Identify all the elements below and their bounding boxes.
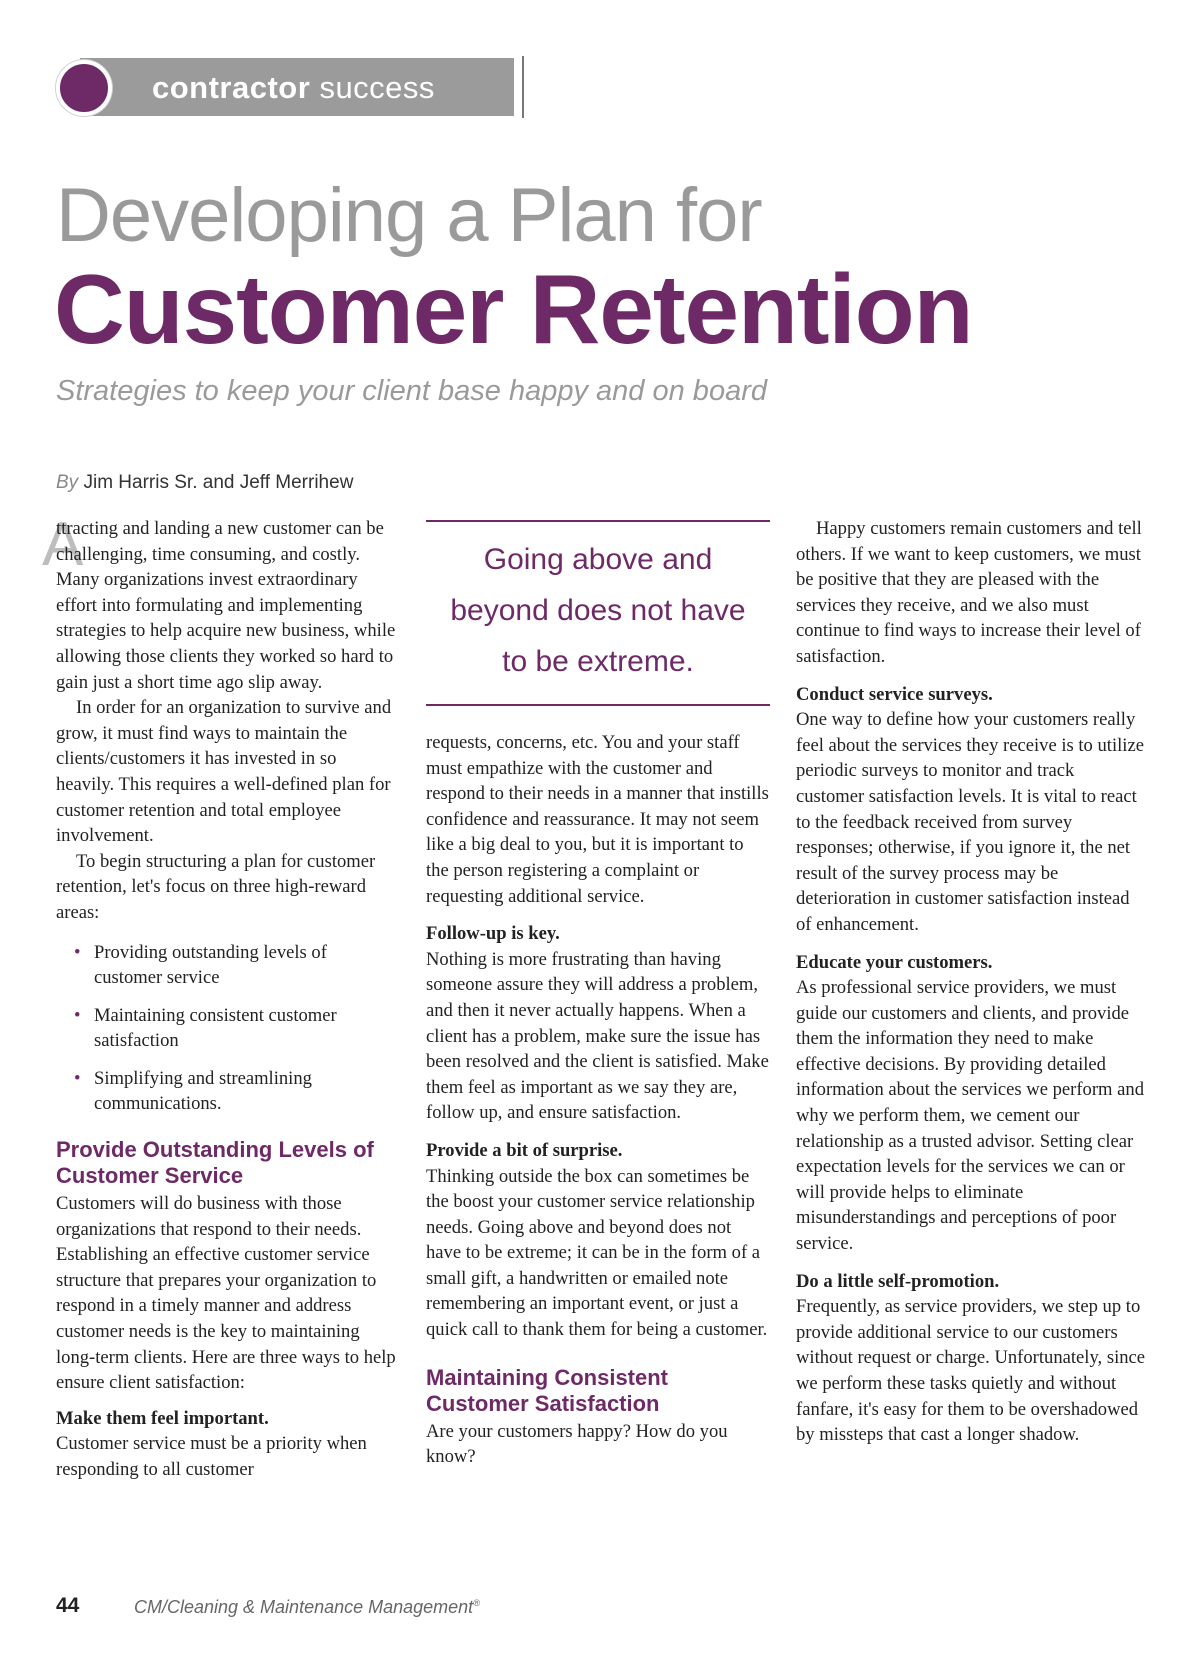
publication-name [134, 1597, 480, 1618]
column-2 [426, 730, 770, 1470]
byline [56, 472, 353, 494]
section-tag-bold: contractor [152, 70, 311, 105]
bullet-list [56, 940, 396, 1118]
section-heading: Maintaining Consistent Customer Satisfaction [426, 1364, 668, 1416]
subheading: Conduct service surveys. [796, 683, 993, 705]
paragraph: In order for an organization to survive and grow, it must find ways to maintain the clients/customers it has invested in so heavily. This requires a well-defined plan for customer retention and total employee involvement. [56, 697, 392, 847]
section-tag-light: success [319, 70, 435, 105]
headline-line1: Developing a Plan for [56, 173, 762, 258]
drop-cap: A [42, 510, 84, 579]
registered-mark: ® [473, 1598, 480, 1608]
list-item: • Providing outstanding levels of customer service [94, 940, 396, 991]
paragraph: One way to define how your customers really feel about the services they receive is to utilize periodic surveys to monitor and track customer satisfaction levels. It is vital to react to the feedback received from survey responses; otherwise, if you ignore it, the net result of the survey process may be deterioration in customer satisfaction instead of enhancement. [796, 709, 1144, 935]
byline-by: By [56, 472, 79, 493]
list-item: • Simplifying and streamlining communications. [94, 1066, 396, 1117]
paragraph: Thinking outside the box can sometimes be the boost your customer service relationship needs. Going above and beyond does not have to be extreme; it can be in the form of a small gift, a handwritten or emailed note remembering an important event, or just a quick call to thank them for being a customer. [426, 1165, 768, 1341]
section-tag [56, 56, 476, 118]
headline-line2: Customer Retention [54, 254, 973, 364]
pull-quote-line: Going above and [483, 543, 713, 576]
subheading: Follow-up is key. [426, 923, 560, 945]
subheading: Do a little self-promotion. [796, 1270, 1000, 1292]
paragraph: requests, concerns, etc. You and your staff must empathize with the customer and respond to their needs in a manner that instills confidence and reassurance. It may not seem like a big deal to you, but it is important to the person registering a complaint or requesting additional service. [426, 732, 769, 907]
pull-quote-line: beyond does not have [450, 594, 746, 627]
list-item: • Maintaining consistent customer satisfaction [94, 1003, 396, 1054]
column-3 [796, 516, 1146, 1448]
column-1 [42, 510, 396, 1483]
subheading: Provide a bit of surprise. [426, 1139, 623, 1161]
subheading: Make them feel important. [56, 1407, 269, 1429]
paragraph: Customer service must be a priority when responding to all customer [56, 1433, 367, 1480]
section-tag-circle [56, 60, 112, 116]
paragraph-text: ttracting and landing a new customer can be challenging, time consuming, and costly. Many organizations invest extraordinary effort into formulating and implementing strategies to help acquire new business, while allowing those clients they worked so hard to gain just a short time ago slip away. [56, 518, 396, 693]
section-heading: Provide Outstanding Levels of Customer Service [56, 1137, 374, 1189]
paragraph: To begin structuring a plan for customer retention, let's focus on three high-reward areas: [56, 850, 376, 923]
paragraph [42, 510, 396, 695]
subhead: Strategies to keep your client base happy and on board [56, 375, 767, 407]
pull-quote-text [426, 522, 770, 687]
paragraph: Happy customers remain customers and tell others. If we want to keep customers, we must be positive that they are pleased with the services they receive, and we also must continue to find ways to increase their level of satisfaction. [796, 518, 1142, 667]
paragraph: As professional service providers, we must guide our customers and clients, and provide them the information they need to make effective decisions. By providing detailed information about the services we perform and why we perform them, we cement our relationship as a trusted advisor. Setting clear expectation levels for the services we can or will provide helps to eliminate misunderstandings and perceptions of poor service. [796, 977, 1144, 1255]
paragraph: Nothing is more frustrating than having someone assure they will address a problem, and then it never actually happens. When a client has a problem, make sure the issue has been resolved and the client is satisfied. Make them feel as important as we say they are, follow up, and ensure satisfaction. [426, 948, 769, 1124]
subheading: Educate your customers. [796, 951, 993, 973]
paragraph: Frequently, as service providers, we step up to provide additional service to our customers without request or charge. Unfortunately, since we perform these tasks quietly and without fanfare, it's easy for them to be overshadowed by missteps that cast a longer shadow. [796, 1296, 1146, 1446]
paragraph: Are your customers happy? How do you know? [426, 1420, 728, 1468]
section-tag-text [152, 70, 435, 106]
publication-title: CM/Cleaning & Maintenance Management [134, 1597, 474, 1617]
paragraph: Customers will do business with those organizations that respond to their needs. Establishing an effective customer service structure that prepares your organization to respond in a timely manner and address customer needs is the key to maintaining long-term clients. Here are three ways to help ensure client satisfaction: [56, 1193, 396, 1394]
pull-quote [426, 520, 770, 706]
pull-quote-line: to be extreme. [502, 645, 694, 678]
byline-authors: Jim Harris Sr. and Jeff Merrihew [83, 472, 354, 493]
page-number: 44 [56, 1594, 80, 1617]
